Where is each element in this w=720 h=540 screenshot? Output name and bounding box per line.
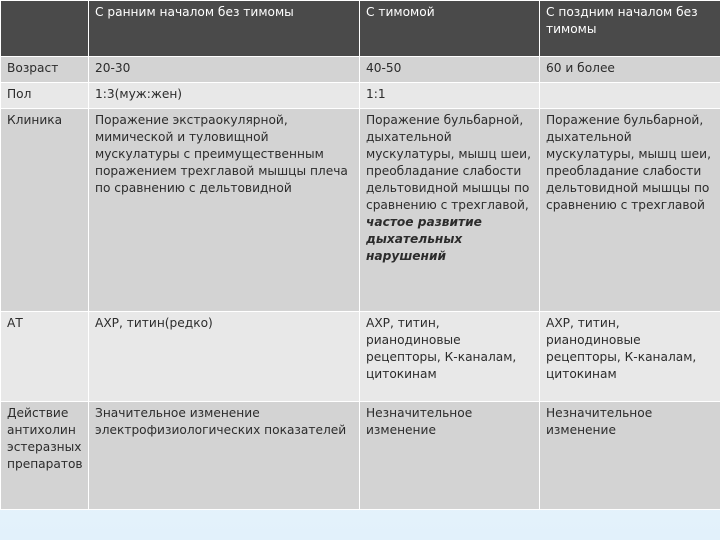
row-label-antibodies: АТ [1, 312, 89, 402]
table-cell: АХР, титин, рианодиновые рецепторы, К-каналам, цитокинам [360, 312, 540, 402]
table-row-sex [1, 83, 720, 109]
table-cell: 40-50 [360, 57, 540, 83]
row-label-line: Действие [7, 406, 69, 420]
row-label-sex: Пол [1, 83, 89, 109]
clinic-emphasis: частое развитие дыхательных нарушений [366, 215, 482, 263]
row-label-line: эстеразных [7, 440, 82, 454]
table-cell [540, 83, 720, 109]
header-corner-cell [1, 1, 89, 57]
row-label-clinic: Клиника [1, 109, 89, 312]
table-cell: 60 и более [540, 57, 720, 83]
table-cell: АХР, титин(редко) [89, 312, 360, 402]
row-label-drug-effect [1, 402, 89, 510]
row-label-age: Возраст [1, 57, 89, 83]
header-row [1, 1, 720, 57]
table-cell: 1:1 [360, 83, 540, 109]
table-cell: АХР, титин, рианодиновые рецепторы, К-каналам, цитокинам [540, 312, 720, 402]
header-early-onset-no-thymoma: С ранним началом без тимомы [89, 1, 360, 57]
table-row-drug-effect [1, 402, 720, 510]
header-thymoma: С тимомой [360, 1, 540, 57]
table-cell: 20-30 [89, 57, 360, 83]
table-cell: Незначительное изменение [360, 402, 540, 510]
table-cell: Поражение бульбарной, дыхательной мускулатуры, мышц шеи, преобладание слабости дельтовидной мышцы по сравнению с трехглавой [540, 109, 720, 312]
header-late-onset-no-thymoma: С поздним началом без тимомы [540, 1, 720, 57]
row-label-line: препаратов [7, 457, 83, 471]
table-row-clinic [1, 109, 720, 312]
table-cell: 1:3(муж:жен) [89, 83, 360, 109]
table-cell: Незначительное изменение [540, 402, 720, 510]
clinic-text: Поражение бульбарной, дыхательной мускулатуры, мышц шеи, преобладание слабости дельтовидной мышцы по сравнению с трехглавой, [366, 113, 531, 212]
table-cell: Поражение экстраокулярной, мимической и туловищной мускулатуры с преимущественным поражением трехглавой мышцы плеча по сравнению с дельтовидной [89, 109, 360, 312]
table-cell: Значительное изменение электрофизиологических показателей [89, 402, 360, 510]
table-row-antibodies [1, 312, 720, 402]
row-label-line: антихолин [7, 423, 76, 437]
table-row-age [1, 57, 720, 83]
table-cell-thymoma-clinic [360, 109, 540, 312]
